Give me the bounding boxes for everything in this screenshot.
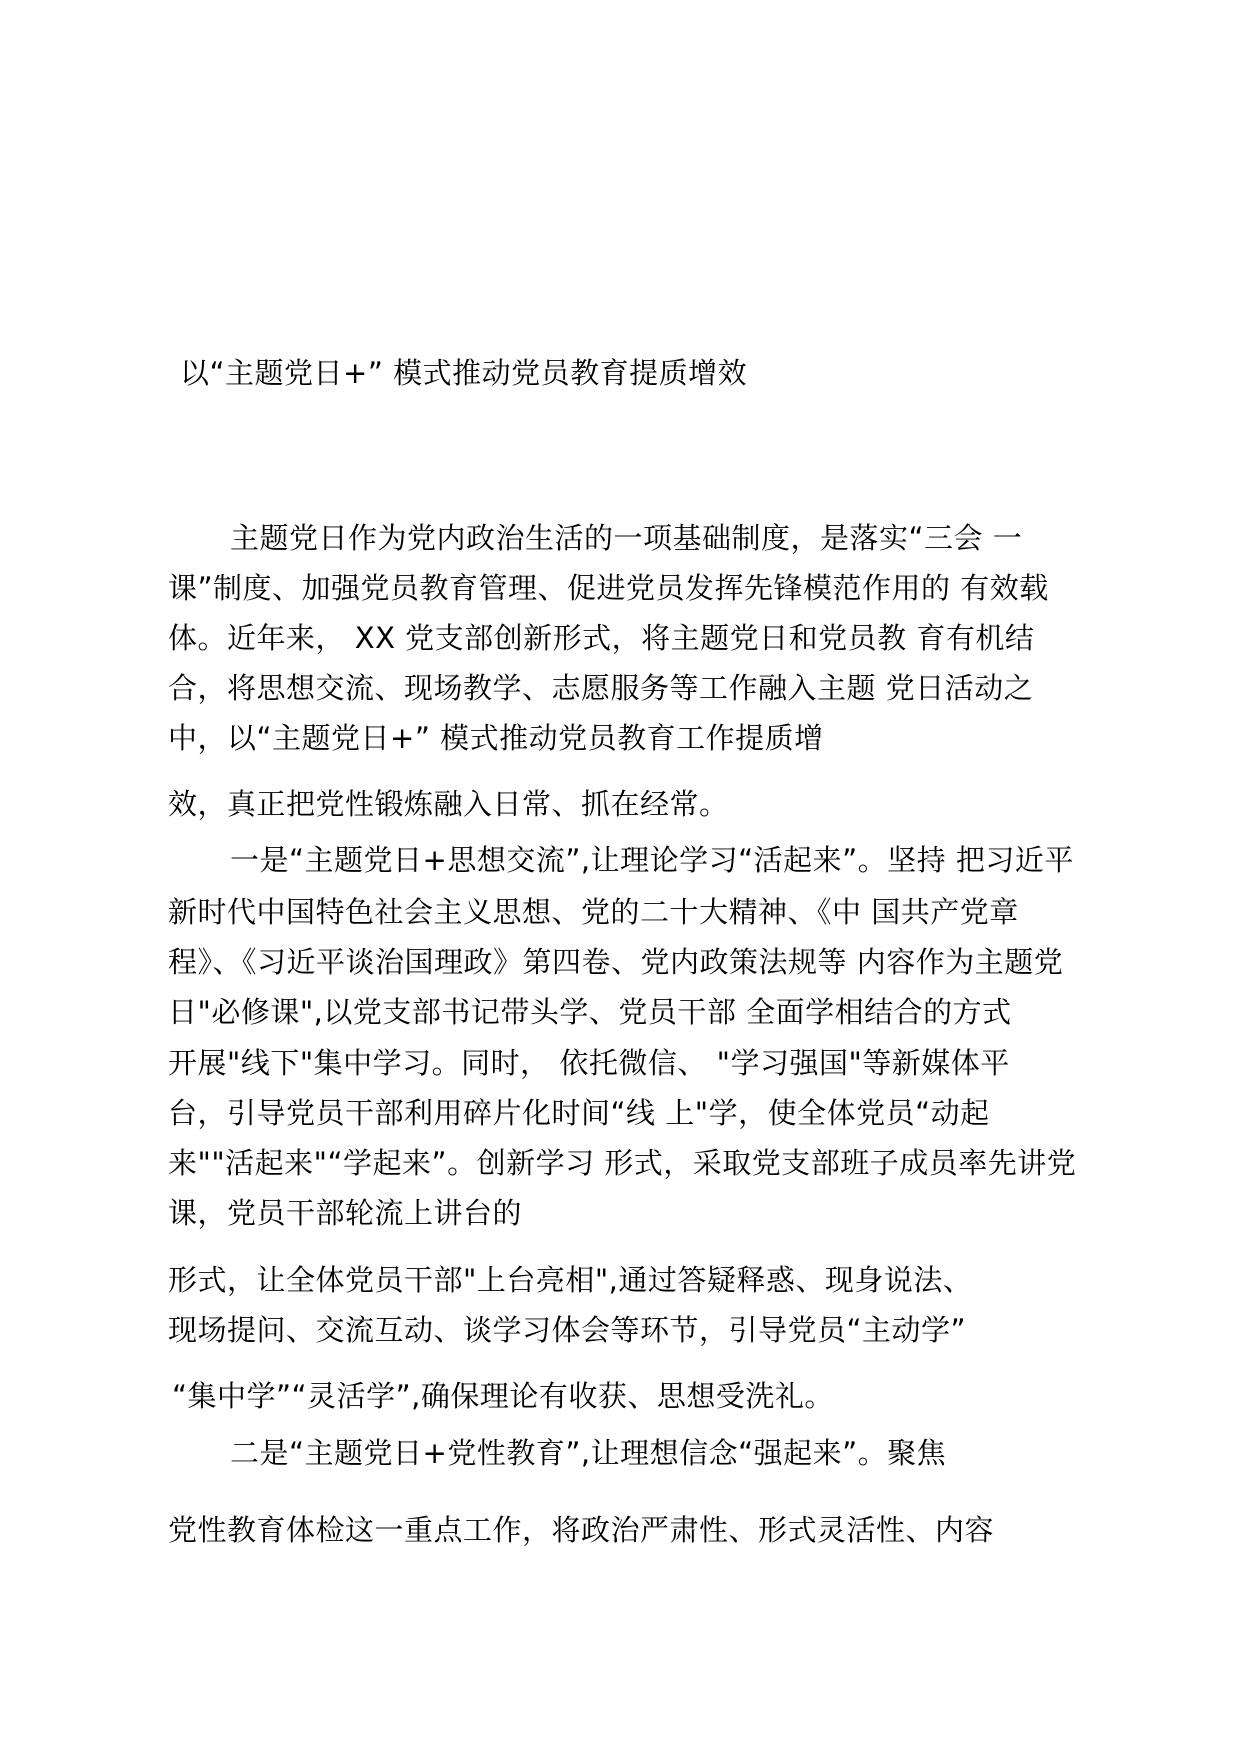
paragraph-line: 日"必修课",以党支部书记带头学、党员干部 全面学相结合的方式 (168, 995, 1012, 1029)
paragraph-line: 主题党日作为党内政治生活的一项基础制度，是落实“三会 一 (230, 521, 1023, 555)
paragraph-line: 体。近年来， XX 党支部创新形式，将主题党日和党员教 育有机结 (168, 621, 1035, 655)
paragraph-line: 开展"线下"集中学习。同时， 依托微信、 "学习强国"等新媒体平 (168, 1046, 1010, 1080)
paragraph-line: 来""活起来"“学起来”。创新学习 形式，采取党支部班子成员率先讲党 (168, 1146, 1077, 1180)
document-title: 以“主题党日+” 模式推动党员教育提质增效 (180, 356, 748, 390)
paragraph-line: 二是“主题党日+党性教育”,让理想信念“强起来”。聚焦 (230, 1436, 947, 1470)
paragraph-line: 现场提问、交流互动、谈学习体会等环节，引导党员“主动学” (168, 1313, 967, 1347)
paragraph-line: “集中学”“灵活学”,确保理论有收获、思想受洗礼。 (172, 1379, 834, 1413)
paragraph-line: 程》、《习近平谈治国理政》第四卷、党内政策法规等 内容作为主题党 (168, 945, 1064, 979)
paragraph-line: 合，将思想交流、现场教学、志愿服务等工作融入主题 党日活动之 (168, 671, 1034, 705)
paragraph-line: 一是“主题党日+思想交流”,让理论学习“活起来”。坚持 把习近平 (230, 843, 1074, 877)
paragraph-line: 党性教育体检这一重点工作，将政治严肃性、形式灵活性、内容 (168, 1513, 995, 1547)
paragraph-line: 形式，让全体党员干部"上台亮相",通过答疑释惑、现身说法、 (168, 1263, 973, 1297)
paragraph-line: 效，真正把党性锻炼融入日常、抓在经常。 (168, 787, 729, 821)
paragraph-line: 中，以“主题党日+” 模式推动党员教育工作提质增 (168, 721, 824, 755)
paragraph-line: 课，党员干部轮流上讲台的 (168, 1196, 523, 1230)
paragraph-line: 新时代中国特色社会主义思想、党的二十大精神、《中 国共产党章 (168, 895, 1019, 929)
paragraph-line: 台，引导党员干部利用碎片化时间“线 上"学，使全体党员“动起 (168, 1096, 990, 1130)
paragraph-line: 课”制度、加强党员教育管理、促进党员发挥先锋模范作用的 有效载 (168, 571, 1049, 605)
